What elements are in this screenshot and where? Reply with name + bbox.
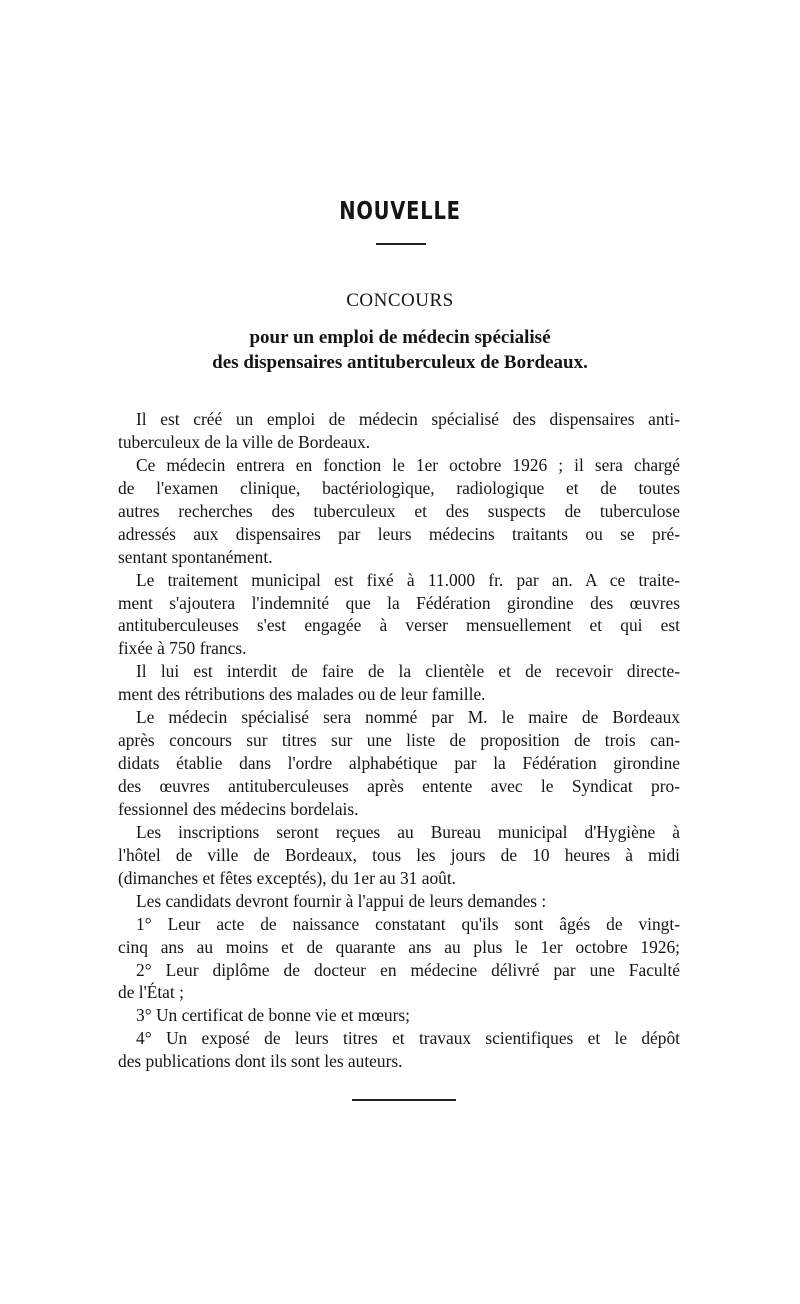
text-line: Les candidats devront fournir à l'appui de leurs demandes :	[136, 890, 547, 911]
text-line: didats établie dans l'ordre alphabétique par la Fédération girondine	[118, 753, 680, 774]
title-line-2: des dispensaires antituberculeux de Bordeaux.	[212, 352, 588, 373]
section-heading: NOUVELLE	[339, 196, 461, 225]
text-line: des œuvres antituberculeuses après entente avec le Syndicat pro-	[118, 776, 680, 796]
text-line: après concours sur titres sur une liste de proposition de trois can-	[118, 730, 680, 751]
text-line: Les inscriptions seront reçues au Bureau municipal d'Hygiène à	[136, 821, 680, 842]
text-line: fixée à 750 francs.	[118, 638, 247, 659]
text-line: des publications dont ils sont les auteurs.	[118, 1051, 403, 1072]
text-line: tuberculeux de la ville de Bordeaux.	[118, 431, 371, 452]
text-line: 3° Un certificat de bonne vie et mœurs;	[136, 1005, 411, 1026]
text-line: ment des rétributions des malades ou de leur famille.	[118, 684, 486, 705]
text-line: Ce médecin entrera en fonction le 1er octobre 1926 ; il sera chargé	[136, 454, 680, 475]
text-line: cinq ans au moins et de quarante ans au plus le 1er octobre 1926;	[118, 936, 680, 957]
text-line: 1° Leur acte de naissance constatant qu'ils sont âgés de vingt-	[136, 913, 680, 934]
text-line: de l'État ;	[118, 982, 184, 1003]
text-line: l'hôtel de ville de Bordeaux, tous les jours de 10 heures à midi	[118, 844, 680, 865]
text-line: Le médecin spécialisé sera nommé par M. le maire de Bordeaux	[136, 707, 680, 728]
closing-rule	[352, 1099, 456, 1101]
subheading: CONCOURS	[346, 290, 454, 311]
text-line: adressés aux dispensaires par leurs médecins traitants ou se pré-	[118, 523, 680, 544]
text-line: sentant spontanément.	[118, 546, 273, 567]
text-line: de l'examen clinique, bactériologique, radiologique et de toutes	[118, 477, 680, 498]
heading-rule	[376, 243, 426, 245]
text-line: antituberculeuses s'est engagée à verser mensuellement et qui est	[118, 615, 680, 636]
text-line: ment s'ajoutera l'indemnité que la Fédération girondine des œuvres	[118, 592, 680, 613]
title-line-1: pour un emploi de médecin spécialisé	[249, 327, 551, 348]
text-line: Il est créé un emploi de médecin spécialisé des dispensaires anti-	[136, 409, 680, 429]
text-line: autres recherches des tuberculeux et des suspects de tuberculose	[118, 500, 680, 521]
body-text	[118, 408, 680, 1073]
text-line: 4° Un exposé de leurs titres et travaux scientifiques et le dépôt	[136, 1028, 680, 1049]
text-line: (dimanches et fêtes exceptés), du 1er au 31 août.	[118, 867, 457, 888]
text-line: 2° Leur diplôme de docteur en médecine délivré par une Faculté	[136, 959, 680, 980]
text-line: Le traitement municipal est fixé à 11.000 fr. par an. A ce traite-	[136, 569, 680, 590]
text-line: Il lui est interdit de faire de la clientèle et de recevoir directe-	[136, 661, 680, 682]
text-line: fessionnel des médecins bordelais.	[118, 798, 359, 819]
